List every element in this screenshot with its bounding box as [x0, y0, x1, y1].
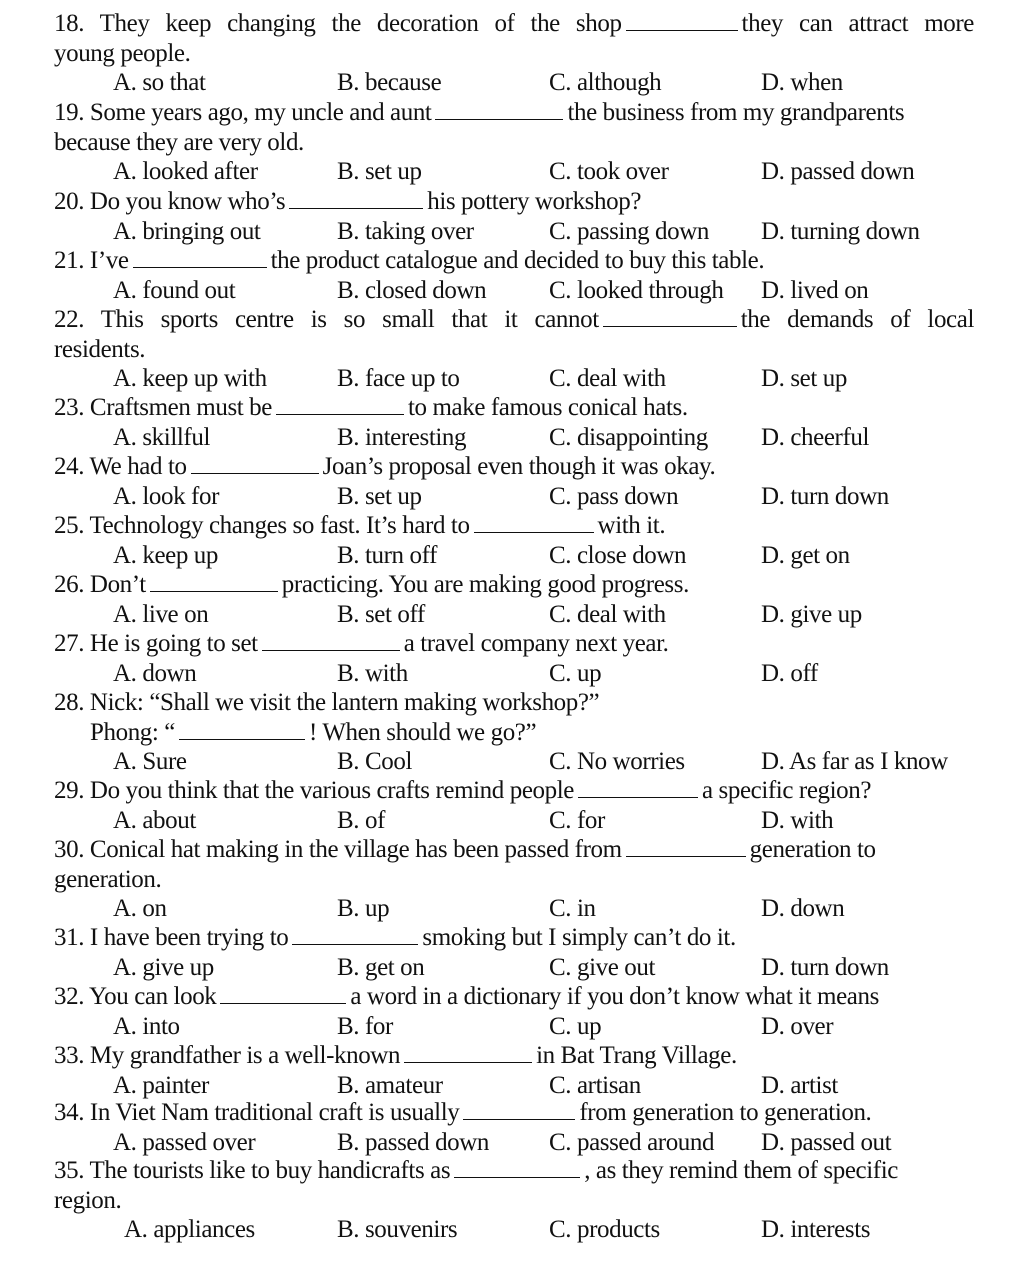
option-d[interactable]: D. passed out	[761, 1128, 892, 1156]
options-row	[54, 364, 974, 394]
question-number: 23.	[54, 394, 85, 421]
answer-blank[interactable]	[463, 1100, 575, 1120]
answer-blank[interactable]	[262, 631, 400, 651]
question-continuation: region.	[54, 1186, 122, 1214]
answer-blank[interactable]	[626, 837, 746, 857]
question-text: I’ve	[89, 247, 129, 274]
option-b[interactable]: B. set up	[337, 482, 422, 510]
option-b[interactable]: B. get on	[337, 953, 425, 981]
question-text: in Bat Trang Village.	[536, 1042, 737, 1069]
question-number: 18.	[54, 10, 85, 37]
options-row	[54, 1215, 974, 1245]
option-c[interactable]: C. give out	[549, 953, 656, 981]
question-35	[54, 1156, 974, 1245]
option-a[interactable]: A. live on	[113, 600, 209, 628]
options-row	[54, 68, 974, 98]
question-26	[54, 570, 974, 629]
question-text: They keep changing the decoration of the shop	[99, 10, 622, 37]
question-25	[54, 511, 974, 570]
question-text: Technology changes so fast. It’s hard to	[89, 512, 470, 539]
option-a[interactable]: A. give up	[113, 953, 214, 981]
option-b[interactable]: B. of	[337, 806, 386, 834]
option-d[interactable]: D. turn down	[761, 482, 889, 510]
option-c[interactable]: C. close down	[549, 541, 687, 569]
option-c[interactable]: C. up	[549, 1012, 602, 1040]
question-continuation: because they are very old.	[54, 128, 304, 156]
question-24	[54, 452, 974, 511]
option-d[interactable]: D. turn down	[761, 953, 889, 981]
options-row	[54, 806, 974, 836]
question-text: Don’t	[89, 571, 146, 598]
question-number: 29.	[54, 777, 85, 804]
question-number: 34.	[54, 1099, 85, 1126]
question-21	[54, 246, 974, 305]
options-row	[54, 1071, 974, 1101]
option-d[interactable]: D. when	[761, 69, 843, 96]
question-text: I have been trying to	[89, 924, 289, 951]
question-number: 25.	[54, 512, 85, 539]
question-text: the business from my grandparents	[567, 99, 905, 126]
option-a[interactable]: A. Sure	[113, 748, 187, 775]
question-number: 33.	[54, 1042, 85, 1069]
answer-blank[interactable]	[292, 925, 418, 945]
option-d[interactable]: D. passed down	[761, 158, 915, 185]
option-a[interactable]: A. skillful	[113, 423, 210, 451]
question-text: smoking but I simply can’t do it.	[422, 924, 736, 951]
question-text: from generation to generation.	[579, 1099, 872, 1126]
question-continuation: young people.	[54, 39, 191, 67]
option-a[interactable]: A. on	[113, 895, 167, 922]
question-text: generation to	[749, 836, 876, 863]
reply-text: Phong: “	[90, 718, 175, 746]
options-row	[54, 157, 974, 187]
question-32	[54, 982, 974, 1041]
options-row	[54, 1012, 974, 1042]
question-text: Do you know who’s	[89, 188, 286, 215]
option-a[interactable]: A. about	[113, 806, 196, 834]
question-number: 19.	[54, 99, 85, 126]
answer-blank[interactable]	[133, 248, 267, 268]
question-text: practicing. You are making good progress.	[281, 571, 689, 598]
option-a[interactable]: A. passed over	[113, 1128, 256, 1156]
question-text: to make famous conical hats.	[407, 394, 688, 421]
option-c[interactable]: C. in	[549, 895, 596, 922]
question-number: 26.	[54, 571, 85, 598]
question-number: 21.	[54, 247, 85, 274]
question-text: Craftsmen must be	[89, 394, 272, 421]
options-row	[54, 1128, 974, 1158]
option-a[interactable]: A. keep up with	[113, 365, 267, 392]
option-d[interactable]: D. off	[761, 659, 818, 687]
option-d[interactable]: D. down	[761, 895, 845, 922]
question-23	[54, 393, 974, 452]
question-31	[54, 923, 974, 982]
answer-blank[interactable]	[276, 395, 404, 415]
question-number: 28.	[54, 689, 85, 716]
question-text: We had to	[89, 453, 187, 480]
option-c[interactable]: C. took over	[549, 158, 669, 185]
question-text: Conical hat making in the village has been passed from	[89, 836, 622, 863]
option-d[interactable]: D. lived on	[761, 276, 869, 304]
question-22	[54, 305, 974, 394]
question-33	[54, 1041, 974, 1100]
option-d[interactable]: D. cheerful	[761, 423, 870, 451]
question-text: In Viet Nam traditional craft is usually	[89, 1099, 460, 1126]
question-continuation: generation.	[54, 865, 162, 893]
option-d[interactable]: D. turning down	[761, 217, 920, 245]
option-b[interactable]: B. with	[337, 659, 408, 687]
options-row	[54, 953, 974, 983]
option-d[interactable]: D. artist	[761, 1071, 838, 1099]
question-29	[54, 776, 974, 835]
option-c[interactable]: C. No worries	[549, 748, 685, 775]
option-b[interactable]: B. turn off	[337, 541, 437, 569]
option-b[interactable]: B. souvenirs	[337, 1216, 458, 1243]
options-row	[54, 217, 974, 247]
options-row	[54, 600, 974, 630]
option-d[interactable]: D. interests	[761, 1216, 871, 1243]
question-text: My grandfather is a well-known	[89, 1042, 401, 1069]
question-text: The tourists like to buy handicrafts as	[89, 1157, 451, 1184]
option-c[interactable]: C. although	[549, 69, 662, 96]
option-b[interactable]: B. for	[337, 1012, 393, 1040]
question-text: He is going to set	[89, 630, 258, 657]
answer-blank[interactable]	[289, 189, 423, 209]
answer-blank[interactable]	[578, 778, 698, 798]
option-a[interactable]: A. down	[113, 659, 197, 687]
reply-text: ! When should we go?”	[309, 718, 537, 746]
question-number: 32.	[54, 983, 85, 1010]
question-number: 27.	[54, 630, 85, 657]
option-b[interactable]: B. closed down	[337, 276, 487, 304]
option-c[interactable]: C. deal with	[549, 365, 666, 392]
option-d[interactable]: D. give up	[761, 600, 862, 628]
question-30	[54, 835, 974, 924]
answer-blank[interactable]	[603, 307, 737, 327]
question-text: his pottery workshop?	[427, 188, 642, 215]
question-text: Nick: “Shall we visit the lantern making workshop?”	[89, 689, 600, 716]
question-19	[54, 98, 974, 187]
option-a[interactable]: A. look for	[113, 482, 220, 510]
option-b[interactable]: B. set off	[337, 600, 425, 628]
answer-blank[interactable]	[474, 513, 594, 533]
option-c[interactable]: C. artisan	[549, 1071, 641, 1099]
question-text: , as they remind them of specific	[584, 1157, 898, 1184]
option-b[interactable]: B. set up	[337, 158, 422, 185]
question-number: 35.	[54, 1157, 85, 1184]
option-d[interactable]: D. over	[761, 1012, 834, 1040]
question-text: You can look	[89, 983, 217, 1010]
options-row	[54, 541, 974, 571]
option-a[interactable]: A. so that	[113, 69, 206, 96]
question-text: a specific region?	[701, 777, 872, 804]
answer-blank[interactable]	[435, 100, 563, 120]
option-d[interactable]: D. As far as I know	[761, 748, 948, 775]
question-text: This sports centre is so small that it cannot	[100, 306, 599, 333]
answer-blank[interactable]	[150, 572, 278, 592]
question-number: 24.	[54, 453, 85, 480]
option-c[interactable]: C. pass down	[549, 482, 679, 510]
option-c[interactable]: C. up	[549, 659, 602, 687]
question-text: with it.	[597, 512, 666, 539]
options-row	[54, 423, 974, 453]
option-c[interactable]: C. products	[549, 1216, 660, 1243]
answer-blank[interactable]	[626, 11, 738, 31]
option-b[interactable]: B. interesting	[337, 423, 467, 451]
option-d[interactable]: D. get on	[761, 541, 850, 569]
options-row	[54, 894, 974, 924]
question-27	[54, 629, 974, 688]
options-row	[54, 747, 974, 777]
question-18	[54, 9, 974, 98]
option-b[interactable]: B. because	[337, 69, 442, 96]
question-20	[54, 187, 974, 246]
option-c[interactable]: C. deal with	[549, 600, 666, 628]
question-34	[54, 1098, 974, 1157]
answer-blank[interactable]	[404, 1043, 532, 1063]
option-a[interactable]: A. painter	[113, 1071, 209, 1099]
question-number: 20.	[54, 188, 85, 215]
answer-blank[interactable]	[220, 984, 346, 1004]
options-row	[54, 276, 974, 306]
option-c[interactable]: C. disappointing	[549, 423, 708, 451]
question-text: a travel company next year.	[403, 630, 669, 657]
option-b[interactable]: B. passed down	[337, 1128, 490, 1156]
option-d[interactable]: D. with	[761, 806, 834, 834]
question-text: the demands of local	[740, 306, 974, 333]
option-a[interactable]: A. appliances	[124, 1216, 255, 1243]
question-continuation: residents.	[54, 335, 146, 363]
option-c[interactable]: C. passing down	[549, 217, 709, 245]
answer-blank[interactable]	[191, 454, 319, 474]
question-28	[54, 688, 974, 777]
question-text: they can attract more	[741, 10, 975, 37]
option-a[interactable]: A. keep up	[113, 541, 218, 569]
question-text: Joan’s proposal even though it was okay.	[322, 453, 716, 480]
question-number: 31.	[54, 924, 85, 951]
option-b[interactable]: B. amateur	[337, 1071, 443, 1099]
option-c[interactable]: C. looked through	[549, 276, 724, 304]
question-number: 22.	[54, 306, 85, 333]
option-d[interactable]: D. set up	[761, 365, 847, 392]
question-text: Do you think that the various crafts remind people	[89, 777, 574, 804]
options-row	[54, 659, 974, 689]
question-number: 30.	[54, 836, 85, 863]
option-c[interactable]: C. passed around	[549, 1128, 715, 1156]
option-b[interactable]: B. up	[337, 895, 390, 922]
question-text: the product catalogue and decided to buy this table.	[270, 247, 765, 274]
question-text: a word in a dictionary if you don’t know what it means	[350, 983, 879, 1010]
option-b[interactable]: B. Cool	[337, 748, 412, 775]
answer-blank[interactable]	[179, 720, 305, 740]
option-a[interactable]: A. into	[113, 1012, 180, 1040]
option-b[interactable]: B. face up to	[337, 365, 460, 392]
option-a[interactable]: A. found out	[113, 276, 236, 304]
option-a[interactable]: A. bringing out	[113, 217, 261, 245]
option-a[interactable]: A. looked after	[113, 158, 258, 185]
option-b[interactable]: B. taking over	[337, 217, 474, 245]
answer-blank[interactable]	[454, 1158, 580, 1178]
options-row	[54, 482, 974, 512]
question-text: Some years ago, my uncle and aunt	[89, 99, 432, 126]
option-c[interactable]: C. for	[549, 806, 605, 834]
